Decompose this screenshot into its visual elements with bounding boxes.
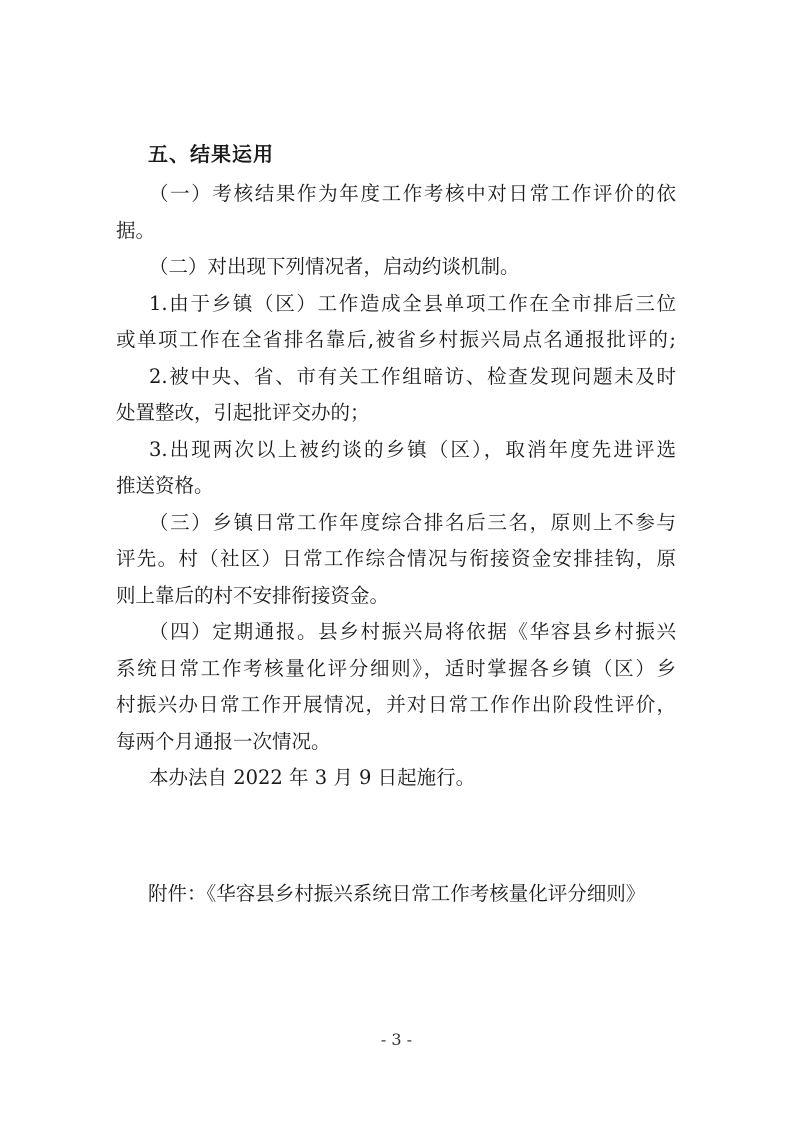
paragraph-line: 1.由于乡镇（区）工作造成全县单项工作在全市排后三位 bbox=[149, 291, 676, 315]
paragraph-line: （一）考核结果作为年度工作考核中对日常工作评价的依 bbox=[149, 182, 676, 205]
paragraph-line: 或单项工作在全省排名靠后,被省乡村振兴局点名通报批评的; bbox=[116, 328, 676, 351]
paragraph-line: 系统日常工作考核量化评分细则》，适时掌握各乡镇（区）乡 bbox=[116, 656, 676, 680]
attachment-line: 附件：《华容县乡村振兴系统日常工作考核量化评分细则》 bbox=[148, 882, 646, 905]
paragraph-line: 处置整改，引起批评交办的； bbox=[116, 401, 370, 424]
paragraph-line: （二）对出现下列情况者，启动约谈机制。 bbox=[149, 255, 520, 278]
paragraph-line: 推送资格。 bbox=[116, 474, 214, 497]
paragraph-line: 村振兴办日常工作开展情况，并对日常工作作出阶段性评价， bbox=[116, 693, 676, 716]
paragraph-line: 则上靠后的村不安排衔接资金。 bbox=[116, 583, 390, 607]
effective-date-line: 本办法自 2022 年 3 月 9 日起施行。 bbox=[149, 766, 476, 789]
paragraph-line: 评先。村（社区）日常工作综合情况与衔接资金安排挂钩，原 bbox=[116, 547, 676, 570]
paragraph-line: （四）定期通报。县乡村振兴局将依据《华容县乡村振兴 bbox=[149, 620, 676, 643]
paragraph-line: 据。 bbox=[116, 218, 156, 242]
paragraph-line: 3.出现两次以上被约谈的乡镇（区），取消年度先进评选 bbox=[149, 437, 676, 461]
body-text bbox=[116, 176, 676, 797]
paragraph-line: 每两个月通报一次情况。 bbox=[116, 729, 331, 753]
paragraph-line: 2.被中央、省、市有关工作组暗访、检查发现问题未及时 bbox=[149, 364, 676, 388]
page-number: - 3 - bbox=[380, 1030, 413, 1049]
paragraph-line: （三）乡镇日常工作年度综合排名后三名，原则上不参与 bbox=[149, 510, 676, 534]
section-heading: 五、结果运用 bbox=[148, 142, 274, 166]
